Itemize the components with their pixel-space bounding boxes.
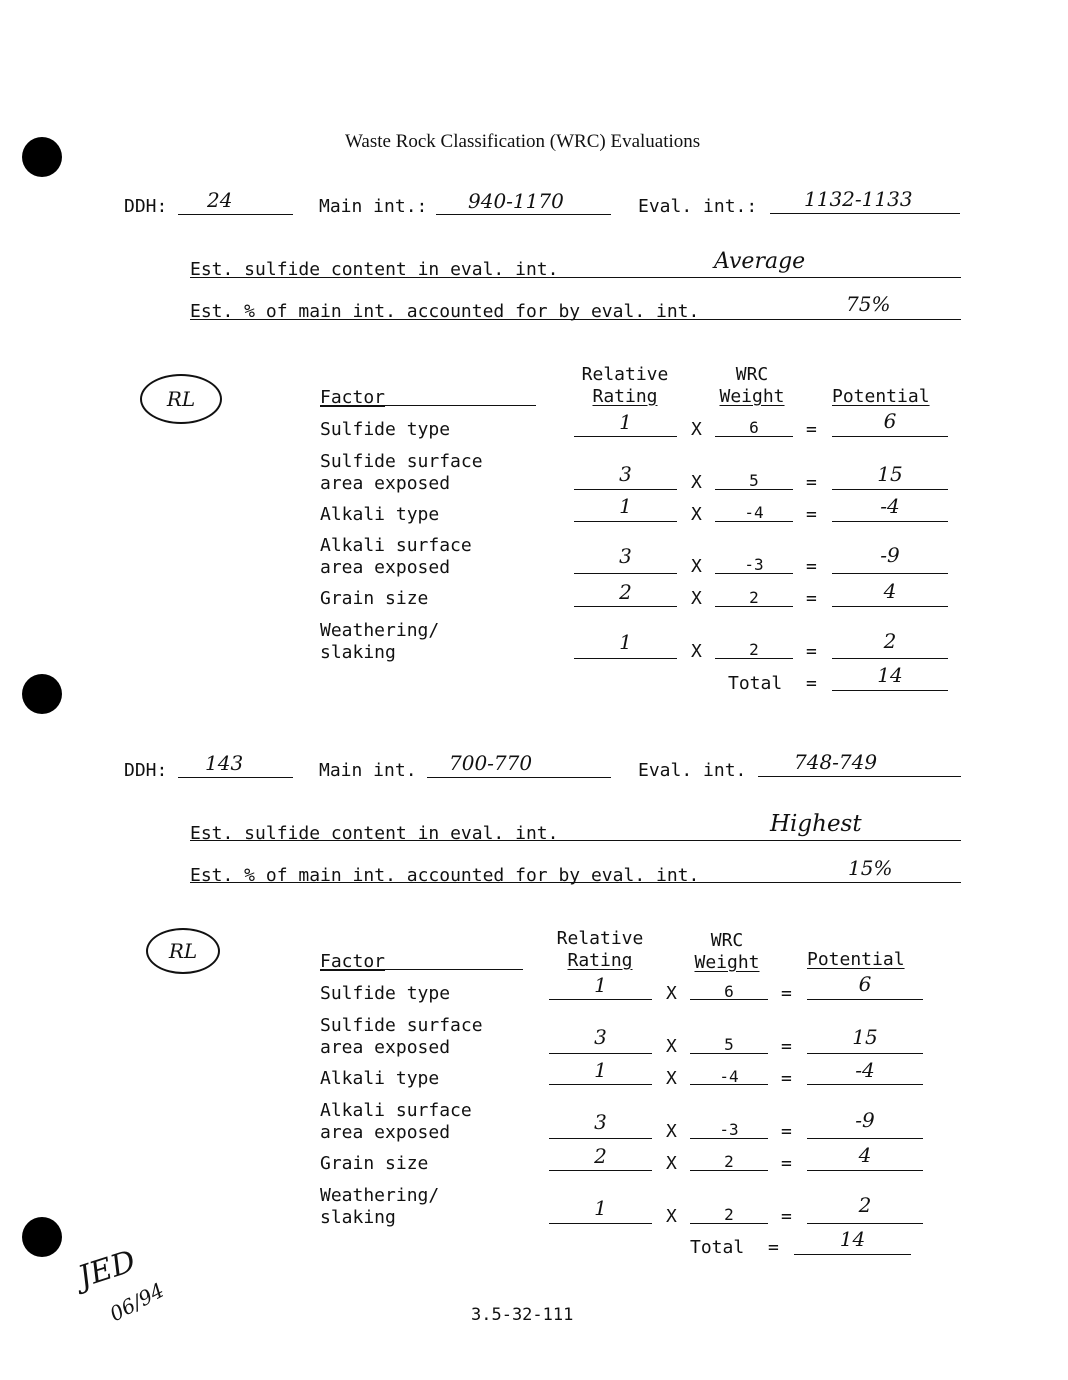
times-sign: X <box>691 419 702 440</box>
relative-header: Relative <box>581 364 669 385</box>
binder-hole <box>22 1217 62 1257</box>
rating-line <box>574 606 677 607</box>
potential-line <box>807 1138 923 1139</box>
ddh-value: 143 <box>205 751 244 775</box>
times-sign: X <box>666 1121 677 1142</box>
potential-line <box>832 521 948 522</box>
potential-line <box>832 436 948 437</box>
potential-line <box>807 1170 923 1171</box>
rating-value: 3 <box>594 1025 607 1049</box>
rl-initials-circle: RL <box>146 928 220 974</box>
main-int-line <box>427 777 611 778</box>
potential-value: 4 <box>858 1143 872 1167</box>
wrc-header: WRC <box>735 364 769 385</box>
weight-header: Weight <box>694 952 760 973</box>
factor-name-line2: slaking <box>320 642 396 663</box>
equals-sign: = <box>781 1153 792 1174</box>
rating-line <box>549 1053 652 1054</box>
rating-line <box>549 999 652 1000</box>
potential-value: 6 <box>858 972 872 996</box>
eval-int-label: Eval. int. <box>638 760 747 781</box>
main-int-line <box>436 214 611 215</box>
potential-line <box>832 573 948 574</box>
equals-sign: = <box>806 472 817 493</box>
rating-value: 2 <box>594 1144 607 1168</box>
rating-value: 1 <box>594 973 607 997</box>
weight-value: -4 <box>744 503 764 522</box>
rating-line <box>549 1170 652 1171</box>
weight-value: -3 <box>744 555 764 574</box>
factor-header: Factor <box>320 387 386 408</box>
weight-value: 2 <box>749 640 759 659</box>
potential-value: 2 <box>883 629 897 653</box>
times-sign: X <box>666 1068 677 1089</box>
factor-name: Sulfide type <box>320 983 451 1004</box>
equals-sign: = <box>806 556 817 577</box>
rating-header: Rating <box>592 386 658 407</box>
initials-date: 06/94 <box>105 1277 168 1327</box>
relative-rating-header <box>541 928 659 972</box>
weight-value: 5 <box>724 1035 734 1054</box>
factor-name: Alkali surface <box>320 1100 472 1121</box>
eval-int-label: Eval. int.: <box>638 196 758 217</box>
factor-name: Weathering/ <box>320 620 440 641</box>
wrc-weight-header <box>704 364 800 408</box>
page-title: Waste Rock Classification (WRC) Evaluations <box>345 131 701 152</box>
total-label: Total <box>728 673 783 694</box>
main-int-value: 700-770 <box>449 751 533 775</box>
factor-name-line2: area exposed <box>320 1122 451 1143</box>
rating-line <box>574 521 677 522</box>
factor-name: Weathering/ <box>320 1185 440 1206</box>
factor-name: Alkali type <box>320 1068 440 1089</box>
potential-line <box>832 489 948 490</box>
rating-line <box>549 1138 652 1139</box>
main-int-label: Main int.: <box>319 196 428 217</box>
est-pct-label: Est. % of main int. accounted for by eval. int. <box>190 301 700 322</box>
est-sulfide-label: Est. sulfide content in eval. int. <box>190 259 559 280</box>
equals-sign: = <box>806 419 817 440</box>
factor-name-line2: area exposed <box>320 473 451 494</box>
potential-value: 2 <box>858 1193 872 1217</box>
est-sulfide-line <box>190 277 961 278</box>
rating-line <box>574 658 677 659</box>
eval-int-value: 748-749 <box>794 750 878 774</box>
ddh-line <box>178 777 293 778</box>
factor-name: Grain size <box>320 588 429 609</box>
est-pct-value: 15% <box>848 856 893 880</box>
ddh-value: 24 <box>207 188 233 212</box>
rating-value: 2 <box>619 580 632 604</box>
total-line <box>832 690 948 691</box>
factor-name-line2: area exposed <box>320 1037 451 1058</box>
potential-value: -9 <box>880 543 900 567</box>
ddh-label: DDH: <box>124 196 168 217</box>
binder-hole <box>22 137 62 177</box>
potential-value: -4 <box>880 494 900 518</box>
est-pct-line <box>190 319 961 320</box>
equals-sign: = <box>781 1121 792 1142</box>
main-int-label: Main int. <box>319 760 417 781</box>
weight-value: 5 <box>749 471 759 490</box>
factor-name-line2: area exposed <box>320 557 451 578</box>
potential-line <box>807 1053 923 1054</box>
rating-value: 3 <box>619 462 632 486</box>
equals-sign: = <box>806 588 817 609</box>
main-int-value: 940-1170 <box>468 189 564 213</box>
total-label: Total <box>690 1237 745 1258</box>
relative-rating-header <box>566 364 684 408</box>
times-sign: X <box>666 983 677 1004</box>
equals-sign: = <box>781 1068 792 1089</box>
times-sign: X <box>691 641 702 662</box>
times-sign: X <box>666 1206 677 1227</box>
wrc-header: WRC <box>710 930 744 951</box>
total-equals-sign: = <box>768 1237 779 1258</box>
potential-line <box>832 606 948 607</box>
weight-value: 6 <box>749 418 759 437</box>
est-sulfide-value: Average <box>714 249 806 274</box>
rating-header: Rating <box>567 950 633 971</box>
rating-line <box>574 436 677 437</box>
rating-line <box>549 1223 652 1224</box>
potential-value: 15 <box>852 1025 878 1049</box>
factor-header-line <box>320 405 536 406</box>
rating-value: 3 <box>594 1110 607 1134</box>
equals-sign: = <box>806 504 817 525</box>
total-equals-sign: = <box>806 673 817 694</box>
potential-value: 6 <box>883 409 897 433</box>
factor-header-line <box>320 969 523 970</box>
potential-header: Potential <box>807 949 905 970</box>
weight-value: 2 <box>724 1152 734 1171</box>
times-sign: X <box>691 504 702 525</box>
total-value: 14 <box>839 1227 866 1251</box>
factor-name: Sulfide surface <box>320 1015 483 1036</box>
ddh-line <box>178 214 293 215</box>
rating-value: 1 <box>619 494 632 518</box>
eval-int-line <box>758 776 961 777</box>
potential-line <box>832 658 948 659</box>
weight-value: 2 <box>724 1205 734 1224</box>
equals-sign: = <box>781 1036 792 1057</box>
times-sign: X <box>666 1036 677 1057</box>
relative-header: Relative <box>556 928 644 949</box>
potential-line <box>807 1084 923 1085</box>
factor-header: Factor <box>320 951 386 972</box>
rating-line <box>574 489 677 490</box>
factor-name: Alkali type <box>320 504 440 525</box>
weight-value: 2 <box>749 588 759 607</box>
eval-int-value: 1132-1133 <box>804 187 913 211</box>
weight-value: -3 <box>719 1120 739 1139</box>
factor-name: Sulfide surface <box>320 451 483 472</box>
binder-hole <box>22 674 62 714</box>
weight-value: 6 <box>724 982 734 1001</box>
rating-line <box>549 1084 652 1085</box>
factor-name: Grain size <box>320 1153 429 1174</box>
page-number: 3.5-32-111 <box>471 1305 574 1325</box>
total-value: 14 <box>877 663 903 687</box>
total-line <box>794 1254 911 1255</box>
est-sulfide-value: Highest <box>770 811 862 837</box>
rl-initials-circle: RL <box>140 374 222 424</box>
eval-int-line <box>770 213 960 214</box>
factor-name: Alkali surface <box>320 535 472 556</box>
weight-value: -4 <box>719 1067 739 1086</box>
initials-signature: JED <box>74 1243 140 1296</box>
rating-value: 1 <box>594 1058 607 1082</box>
equals-sign: = <box>781 983 792 1004</box>
rating-value: 1 <box>619 630 632 654</box>
times-sign: X <box>666 1153 677 1174</box>
potential-value: -9 <box>855 1108 875 1132</box>
potential-line <box>807 999 923 1000</box>
times-sign: X <box>691 588 702 609</box>
est-pct-line <box>190 882 961 883</box>
potential-line <box>807 1223 923 1224</box>
est-pct-value: 75% <box>846 292 891 316</box>
est-sulfide-label: Est. sulfide content in eval. int. <box>190 823 559 844</box>
rating-value: 1 <box>594 1196 607 1220</box>
rating-value: 3 <box>619 544 632 568</box>
equals-sign: = <box>806 641 817 662</box>
wrc-weight-header <box>679 930 775 974</box>
rating-value: 1 <box>619 410 632 434</box>
potential-value: 15 <box>877 462 903 486</box>
factor-name-line2: slaking <box>320 1207 396 1228</box>
weight-header: Weight <box>719 386 785 407</box>
rating-line <box>574 573 677 574</box>
potential-value: -4 <box>855 1058 875 1082</box>
potential-value: 4 <box>883 579 897 603</box>
times-sign: X <box>691 472 702 493</box>
times-sign: X <box>691 556 702 577</box>
potential-header: Potential <box>832 386 930 407</box>
est-sulfide-line <box>190 840 961 841</box>
est-pct-label: Est. % of main int. accounted for by eval. int. <box>190 865 700 886</box>
equals-sign: = <box>781 1206 792 1227</box>
factor-name: Sulfide type <box>320 419 451 440</box>
ddh-label: DDH: <box>124 760 168 781</box>
